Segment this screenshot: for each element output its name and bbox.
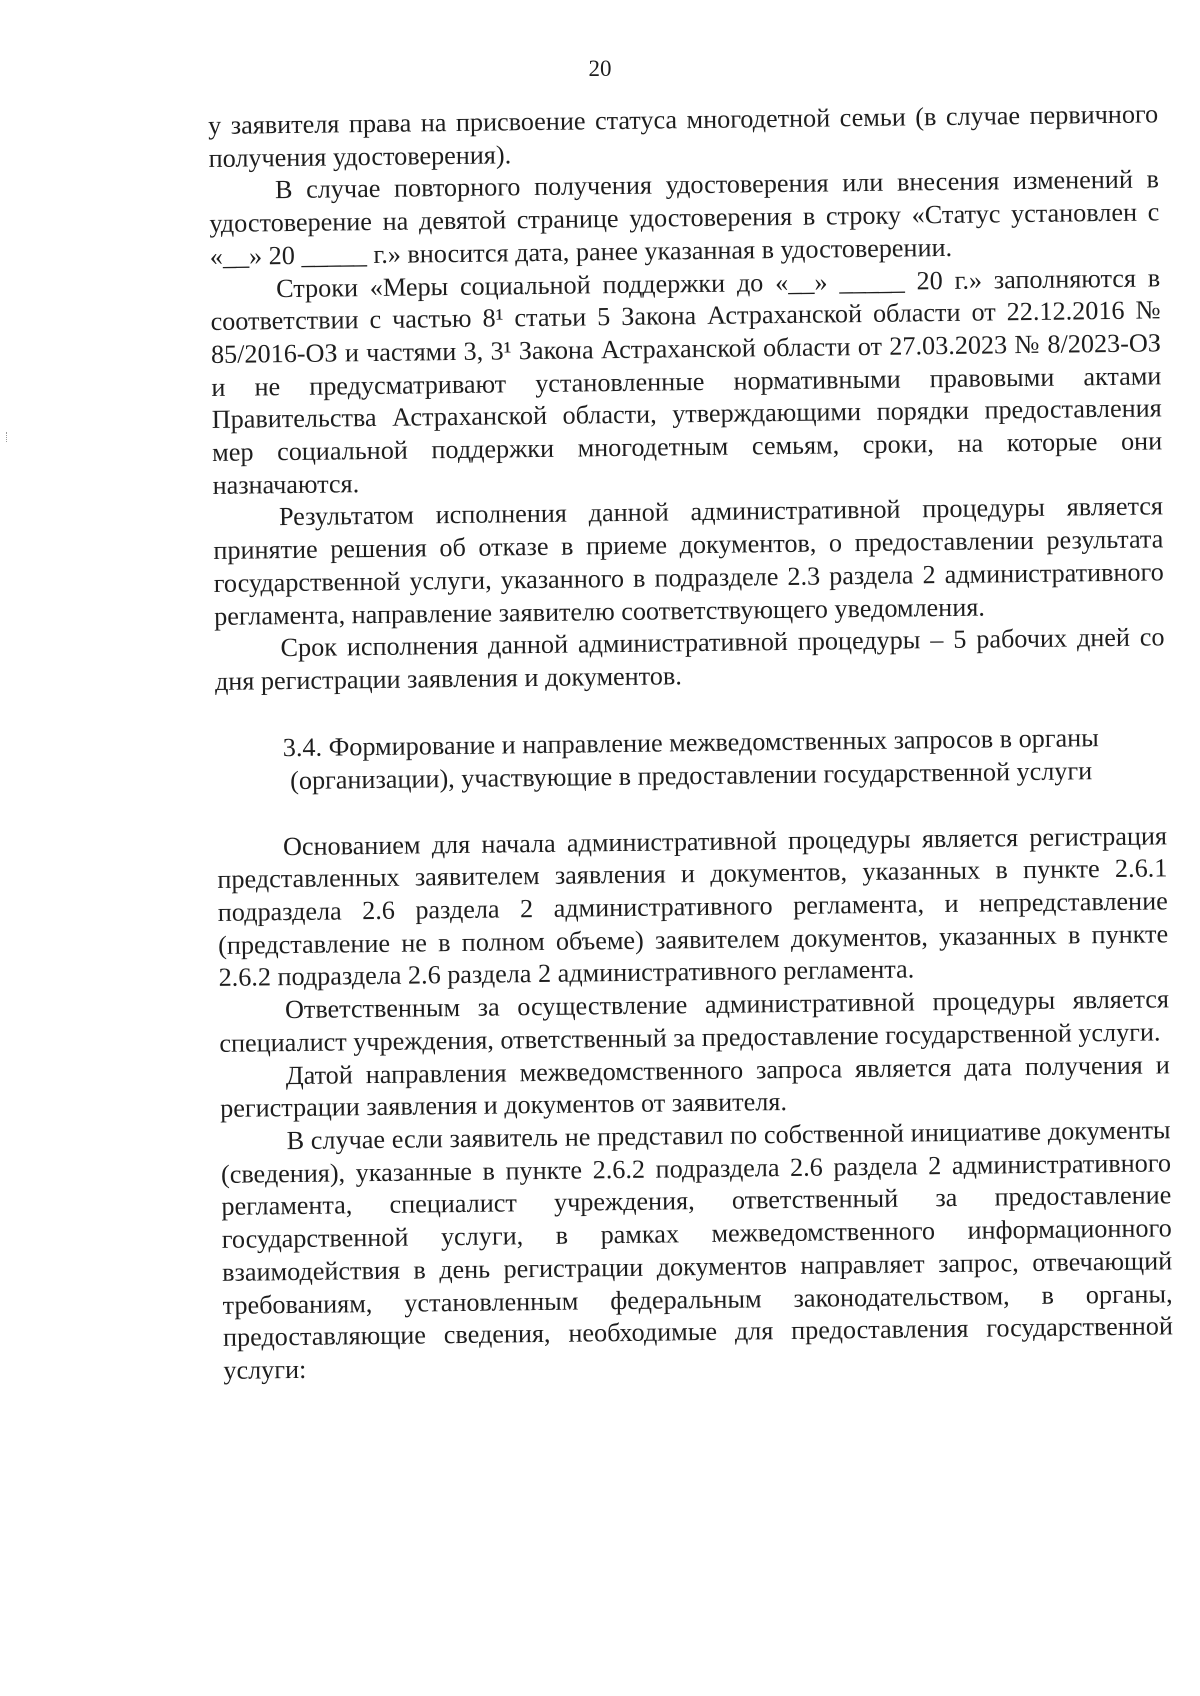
paragraph-procedure-term: Срок исполнения данной административной процедуры – 5 рабочих дней со дня регистрации заявления и документов. xyxy=(214,622,1165,696)
paragraph-continuation: у заявителя права на присвоение статуса многодетной семьи (в случае первичного получения удостоверения). xyxy=(208,99,1159,173)
page-number: 20 xyxy=(588,56,612,81)
paragraph-request-date: Датой направления межведомственного запроса является дата получения и регистрации заявления и документов от заявителя. xyxy=(220,1049,1170,1124)
paragraph-procedure-basis: Основанием для начала административной процедуры является регистрация представленных заявителем заявления и документов, указанных в пункте 2.6.1 подраздела 2.6 раздела 2 административного регламента, и непредставление (представление не в полном объеме) заявителем документов, указанных в пункте 2.6.2 подраздела 2.6 раздела 2 административного регламента. xyxy=(217,820,1169,993)
paragraph-responsible: Ответственным за осуществление административной процедуры является специалист учреждения, ответственный за предоставление государственной услуги. xyxy=(219,984,1170,1058)
paragraph-support-measures: Строки «Меры социальной поддержки до «__» _____ 20 г.» заполняются в соответствии с частью 8¹ статьи 5 Закона Астраханской области от 22.12.2016 № 85/2016-ОЗ и частями 3, 3¹ Закона Астраханской области от 27.03.2023 № 8/2023-ОЗ и не предусматривают установленные нормативными правовыми актами Правительства Астраханской области, утверждающими порядки предоставления мер социальной поддержки многодетным семьям, сроки, на которые они назначаются. xyxy=(210,262,1163,500)
document-body xyxy=(208,98,1174,1387)
paragraph-procedure-result: Результатом исполнения данной административной процедуры является принятие решения об отказе в приеме документов, о предоставлении результата государственной услуги, указанного в подразделе 2.3 раздела 2 административного регламента, направление заявителю соответствующего уведомления. xyxy=(213,491,1164,631)
paragraph-interagency-request: В случае если заявитель не представил по собственной инициативе документы (сведения), указанные в пункте 2.6.2 подраздела 2.6 раздела 2 административного регламента, специалист учреждения, ответственный за предоставление государственной услуги, в рамках межведомственного информационного взаимодействия в день регистрации документов направляет запрос, отвечающий требованиям, установленным федеральным законодательством, в органы, предоставляющие сведения, необходимые для предоставления государственной услуги: xyxy=(220,1115,1174,1385)
paragraph-repeat-issue: В случае повторного получения удостоверения или внесения изменений в удостоверение на девятой странице удостоверения в строку «Статус установлен с «__» 20 _____ г.» вносится дата, ранее указанная в удостоверении. xyxy=(209,164,1160,271)
scan-margin-mark xyxy=(6,432,10,442)
section-heading: 3.4. Формирование и направление межведомственных запросов в органы (организации), участвующие в предоставлении государственной услуги xyxy=(282,722,1099,795)
